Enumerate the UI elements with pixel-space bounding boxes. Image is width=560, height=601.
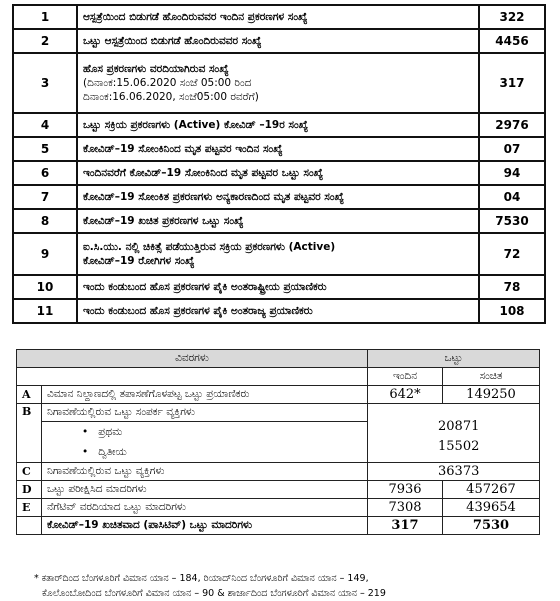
row-value: 317 [479,53,545,113]
subheader-cumulative: ಸಂಚಿತ [443,368,540,386]
bullet-icon: • [82,445,99,458]
table-row [13,209,545,233]
table-row-positive [17,517,540,535]
row-value: 07 [479,137,545,161]
table-row [13,137,545,161]
row-number: 1 [13,5,77,29]
header-details: ವಿವರಗಳು [17,350,368,368]
cumulative-value: 439654 [443,499,540,517]
row-label: A [17,386,42,404]
table-row [13,53,545,113]
table-row-d [17,481,540,499]
row-number: 5 [13,137,77,161]
row-label: D [17,481,42,499]
row-value: 78 [479,275,545,299]
cumulative-value: 457267 [443,481,540,499]
row-description: ಇಂದು ಕಂಡುಬಂದ ಹೊಸ ಪ್ರಕರಣಗಳ ಪೈಕಿ ಅಂತರಾಜ್ಯ ಪ್ರಯಾಣಿಕರು [77,299,479,323]
row-description-date-from: (ದಿನಾಂಕ:15.06.2020 ಸಂಜೆ 05:00 ರಿಂದ [83,77,252,89]
row-label: C [17,463,42,481]
footnote-line-2: ಕೊಲೊಂಬೋದಿಂದ ಬೆಂಗಳೂರಿಗೆ ವಿಮಾನ ಯಾನ – 90 & ಶಾರ್ಜಾದಿಂದ ಬೆಂಗಳೂರಿಗೆ ವಿಮಾನ ಯಾನ – 219 [42,588,386,599]
row-value: 7530 [479,209,545,233]
row-description: ಹೊಸ ಪ್ರಕರಣಗಳು ವರದಿಯಾಗಿರುವ ಸಂಖ್ಯೆ [83,63,229,75]
header-total: ಒಟ್ಟು [368,350,540,368]
row-description: ಕೋವಿಡ್–19 ಖಚಿತ ಪ್ರಕರಣಗಳ ಒಟ್ಟು ಸಂಖ್ಯೆ [77,209,479,233]
subheader-row [17,368,540,386]
table-row [13,113,545,137]
table-row [13,29,545,53]
row-description: ಇಂದು ಕಂಡುಬಂದ ಹೊಸ ಪ್ರಕರಣಗಳ ಪೈಕಿ ಅಂತರಾಷ್ಟ್ರೀಯ ಪ್ರಯಾಣಿಕರು [77,275,479,299]
total-value: 36373 [368,463,540,481]
cumulative-value: 149250 [443,386,540,404]
row-description: ಕೋವಿಡ್–19 ಸೋಂಕಿತ ಪ್ರಕರಣಗಳು ಅನ್ಯಕಾರಣದಿಂದ ಮೃತ ಪಟ್ಟವರ ಸಂಖ್ಯೆ [77,185,479,209]
row-description: ಕೋವಿಡ್–19 ಸೋಂಕಿನಿಂದ ಮೃತ ಪಟ್ಟವರ ಇಂದಿನ ಸಂಖ್ಯೆ [77,137,479,161]
row-description: ಒಟ್ಟು ಆಸ್ಪತ್ರೆಯಿಂದ ಬಿಡುಗಡೆ ಹೊಂದಿರುವವರ ಸಂಖ್ಯೆ [77,29,479,53]
table-row [13,233,545,275]
row-description-multiline [77,233,479,275]
today-value: 7308 [368,499,443,517]
row-description-multiline [77,53,479,113]
row-description: ಆಸ್ಪತ್ರೆಯಿಂದ ಬಿಡುಗಡೆ ಹೊಂದಿರುವವರ ಇಂದಿನ ಪ್ರಕರಣಗಳ ಸಂಖ್ಯೆ [77,5,479,29]
today-value: 317 [368,517,443,535]
row-description: ನೆಗೆಟಿವ್ ವರದಿಯಾದ ಒಟ್ಟು ಮಾದರಿಗಳು [42,499,368,517]
footnote-line-1: * ಕತಾರ್‌ದಿಂದ ಬೆಂಗಳೂರಿಗೆ ವಿಮಾನ ಯಾನ – 184, ರಿಯಾದ್‌ನಿಂದ ಬೆಂಗಳೂರಿಗೆ ವಿಮಾನ ಯಾನ – 149, [34,573,369,584]
header-row [17,350,540,368]
row-label: E [17,499,42,517]
row-description: ಐ.ಸಿ.ಯು. ನಲ್ಲಿ ಚಿಕಿತ್ಸೆ ಪಡೆಯುತ್ತಿರುವ ಸಕ್ರಿಯ ಪ್ರಕರಣಗಳು (Active) [83,241,336,253]
row-number: 3 [13,53,77,113]
summary-table [12,4,546,324]
table-row [13,161,545,185]
details-table [16,349,540,535]
row-value: 04 [479,185,545,209]
row-description: ಇಂದಿನವರೆಗೆ ಕೋವಿಡ್–19 ಸೋಂಕಿನಿಂದ ಮೃತ ಪಟ್ಟವರ ಒಟ್ಟು ಸಂಖ್ಯೆ [77,161,479,185]
subheader-today: ಇಂದಿನ [368,368,443,386]
today-value: 7936 [368,481,443,499]
bullet-item [42,442,368,463]
table-row-c [17,463,540,481]
row-description-date-to: ದಿನಾಂಕ:16.06.2020, ಸಂಜೆ05:00 ರವರೆಗೆ) [83,91,259,103]
row-number: 7 [13,185,77,209]
row-description: ವಿಮಾನ ನಿಲ್ದಾಣದಲ್ಲಿ ತಪಾಸಣೆಗೊಳಪಟ್ಟ ಒಟ್ಟು ಪ್ರಯಾಣಿಕರು [42,386,368,404]
row-value: 4456 [479,29,545,53]
table-row [13,185,545,209]
table-row-e [17,499,540,517]
row-description: ಕೋವಿಡ್–19 ಖಚಿತವಾದ (ಪಾಸಿಟಿವ್) ಒಟ್ಟು ಮಾದರಿಗಳು [42,517,368,535]
row-label: B [17,404,42,463]
secondary-label: ದ್ವಿತೀಯ [98,445,127,458]
primary-value: 20871 [438,419,480,434]
row-number: 4 [13,113,77,137]
row-description: ಒಟ್ಟು ಸಕ್ರಿಯ ಪ್ರಕರಣಗಳು (Active) ಕೋವಿಡ್ –19ರ ಸಂಖ್ಯೆ [77,113,479,137]
row-description: ನಿಗಾವಣೆಯಲ್ಲಿರುವ ಒಟ್ಟು ಸಂಪರ್ಕ ವ್ಯಕ್ತಿಗಳು [42,404,368,422]
table-row [13,5,545,29]
row-number: 10 [13,275,77,299]
bullet-item [42,422,368,443]
cumulative-value: 7530 [443,517,540,535]
footnote [34,571,544,601]
table-row-a [17,386,540,404]
row-value: 108 [479,299,545,323]
secondary-value: 15502 [438,439,480,454]
row-description-line2: ಕೋವಿಡ್–19 ರೋಗಿಗಳ ಸಂಖ್ಯೆ [83,255,195,267]
today-value: 642* [368,386,443,404]
row-value: 72 [479,233,545,275]
primary-label: ಪ್ರಥಮ [98,425,123,438]
row-number: 9 [13,233,77,275]
row-value: 322 [479,5,545,29]
row-value: 94 [479,161,545,185]
bullet-icon: • [82,425,99,438]
row-value: 2976 [479,113,545,137]
row-number: 2 [13,29,77,53]
row-description: ಒಟ್ಟು ಪರೀಕ್ಷಿಸಿದ ಮಾದರಿಗಳು [42,481,368,499]
row-number: 6 [13,161,77,185]
table-row [13,299,545,323]
subheader-blank [17,368,368,386]
row-number: 8 [13,209,77,233]
table-row-b [17,404,540,422]
row-number: 11 [13,299,77,323]
contacts-values [368,404,540,463]
row-description: ನಿಗಾವಣೆಯಲ್ಲಿರುವ ಒಟ್ಟು ವ್ಯಕ್ತಿಗಳು [42,463,368,481]
row-label-empty [17,517,42,535]
table-row [13,275,545,299]
